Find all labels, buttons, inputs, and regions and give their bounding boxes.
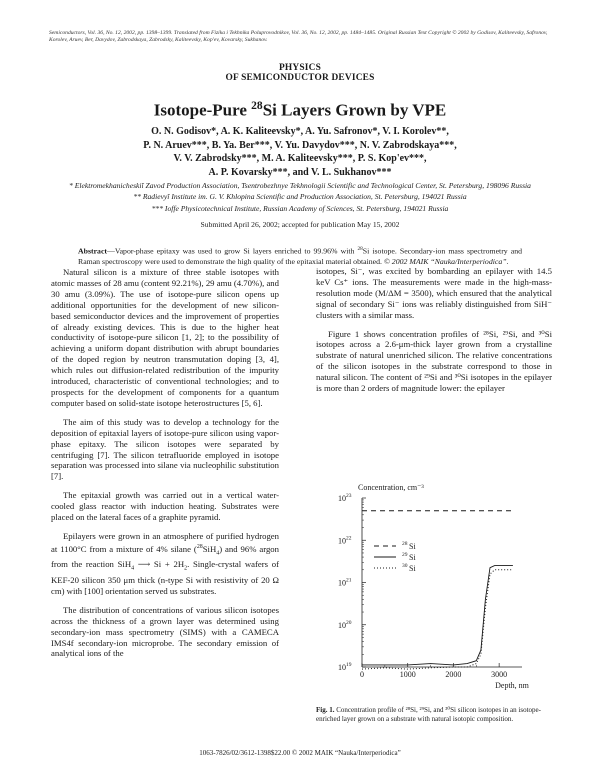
paragraph: Figure 1 shows concentration profiles of ²⁸Si, ²⁹Si, and ³⁰Si isotopes across a 2.6-μm-thick layer grown from a crystalline substrate of natural unenriched silicon. The relative concentrations of the silicon isotopes in the substrate correspond to those in natural silicon. The content of ²⁹Si and ³⁰Si isotopes in the epilayer is more than 2 orders of magnitude lower: the epilayer [316,328,552,394]
legend-label: Si [409,553,416,562]
citation-header: Semiconductors, Vol. 36, No. 12, 2002, pp. 1398–1399. Translated from Fizika i Tekhnika Poluprovodnikov, Vol. 36, No. 12, 2002, pp. 1484–1485. Original Russian Text Copyright © 2002 by Godisov, Kaliteevsky, Safronov, Korolev, Aruev, Ber, Davydov, Zabrodskaya, Zabrodsky, Kaliteevsky, Kop'ev, Kovarsky, Sukhanov. [49,30,548,44]
paragraph: Natural silicon is a mixture of three stable isotopes with atomic masses of 28 amu (content 92.21%), 29 amu (4.70%), and 30 amu (3.09%). The use of isotope-pure silicon opens up additional opportunities for the development of new silicon-based semiconductor devices and the improvement of properties of already existing devices. This is due to the higher heat conductivity of isotope-pure silicon [1, 2]; to the possibility of achieving a uniform dopant distribution with abrupt boundaries of the doped region by neutron transmutation doping [3, 4], which rules out diffusion-related redistribution of the impurity introduced, characteristic of conventional technologies; and to prospects for the development of components for a quantum computer based on solid-state isotope heterostructures [5, 6]. [51,267,279,408]
paragraph: The aim of this study was to develop a technology for the deposition of epitaxial layers of isotope-pure silicon using vapor-phase epitaxy. The silicon isotopes were separated by centrifuging [7]. The silicon tetrafluoride employed in isotope separation was processed into silane via nucleophilic substitution [7]. [51,416,279,482]
paragraph: The distribution of concentrations of various silicon isotopes across the thickness of a grown layer was determined using secondary-ion mass spectrometry (SIMS) with a CAMECA IMS4f secondary-ion microprobe. The secondary emission of analytical ions of the [51,604,279,659]
author-list [60,125,540,179]
legend-isotope-mass: 29 [402,552,408,558]
left-column [51,267,279,667]
y-tick-label: 10 [338,494,346,503]
y-tick-label: 10 [338,578,346,588]
journal-section-line1: PHYSICS [278,63,322,73]
legend-isotope-mass: 30 [402,563,408,569]
legend-label: Si [409,564,416,573]
legend-label: Si [409,542,416,551]
x-tick-label: 1000 [399,670,416,679]
author-line: A. P. Kovarsky***, and V. L. Sukhanov*** [208,166,392,178]
right-column [316,266,552,402]
affiliation: * Elektromekhanicheskiĭ Zavod Production Association, Tsentrobezhnye Tekhnologii Scientific and Technological Center, St. Petersburg, 198096 Russia [69,181,531,190]
author-line: P. N. Aruev***, B. Ya. Ber***, V. Yu. Davydov***, N. V. Zabrodskaya***, [143,139,457,151]
y-tick-label: 10 [338,536,346,546]
y-tick-exponent: 22 [346,535,352,542]
paragraph: Epilayers were grown in an atmosphere of purified hydrogen at 1100°C from a mixture of 4% silane ($^{28}$SiH$_4$) and 96% argon from the reaction SiH$_4$ ⟶ $Si + 2H_2$. Single-crystal wafers of KEF-20 silicon 350 μm thick (n-type Si with resistivity of 20 Ω cm) with [100] orientation served us substrates. [51,530,279,596]
y-tick-exponent: 23 [346,493,352,499]
paragraph: isotopes, Si⁻, was excited by bombarding an epilayer with 14.5 keV Cs⁺ ions. The measurements were made in the high-mass-resolution mode (M/ΔM = 3500), which ensured that the analytical signal of secondary Si⁻ ions was reliably distinguished from SiH⁻ clusters with a similar mass. [316,266,552,320]
figure-caption: Fig. 1. Concentration profile of ²⁸Si, ²⁹Si, and ³⁰Si silicon isotopes in an isotope-enriched layer grown on a substrate with natural isotopic composition. [316,706,541,723]
paragraph: The epitaxial growth was carried out in a vertical water-cooled glass reactor with induction heating. Substrates were placed on the lateral faces of a graphite pyramid. [51,490,279,523]
y-tick-exponent: 19 [346,662,352,668]
x-tick-label: 0 [360,670,364,679]
y-tick-label: 10 [338,620,346,630]
y-axis-label: Concentration, cm⁻³ [358,483,424,492]
caption-label: Fig. 1. [316,706,335,714]
concentration-chart [316,478,556,703]
y-tick-exponent: 21 [346,577,352,584]
abstract-label: Abstract [78,246,108,256]
abstract: Abstract—Vapor-phase epitaxy was used to grow Si layers enriched to 99.96% with $^{28}$Si isotope. Secondary-ion mass spectrometry and Raman spectroscopy were used to demonstrate the high quality of the epitaxial material obtained. © 2002 MAIK “Nauka/Interperiodica”. [78,246,522,267]
paper-title: Isotope-Pure $^{28}$Si Layers Grown by VPE [153,99,447,120]
affiliations [40,180,560,214]
affiliation: *** Ioffe Physicotechnical Institute, Russian Academy of Sciences, St. Petersburg, 194021 Russia [151,203,449,213]
author-line: O. N. Godisov*, A. K. Kaliteevsky*, A. Yu. Safronov*, V. I. Korolev**, [151,126,449,137]
author-line: V. V. Zabrodsky***, M. A. Kaliteevsky***, P. S. Kop'ev***, [173,153,427,164]
submission-dates: Submitted April 26, 2002; accepted for publication May 15, 2002 [200,220,400,229]
series-line-30Si [362,570,513,669]
figure-1 [316,478,556,703]
legend-isotope-mass: 28 [402,541,408,547]
x-axis-label: Depth, nm [495,681,529,690]
y-tick-exponent: 20 [346,619,352,626]
x-tick-label: 2000 [445,670,462,679]
series-line-29Si [362,566,513,665]
y-tick-label: 10 [338,663,346,672]
affiliation: ** Radievyĭ Institute im. G. V. Khlopina Scientific and Production Association, St. Petersburg, 194021 Russia [133,192,467,202]
x-tick-label: 3000 [491,670,508,679]
journal-section-line2: OF SEMICONDUCTOR DEVICES [225,73,375,83]
footer: 1063-7826/02/3612-1398$22.00 © 2002 MAIK “Nauka/Interperiodica” [199,749,401,757]
